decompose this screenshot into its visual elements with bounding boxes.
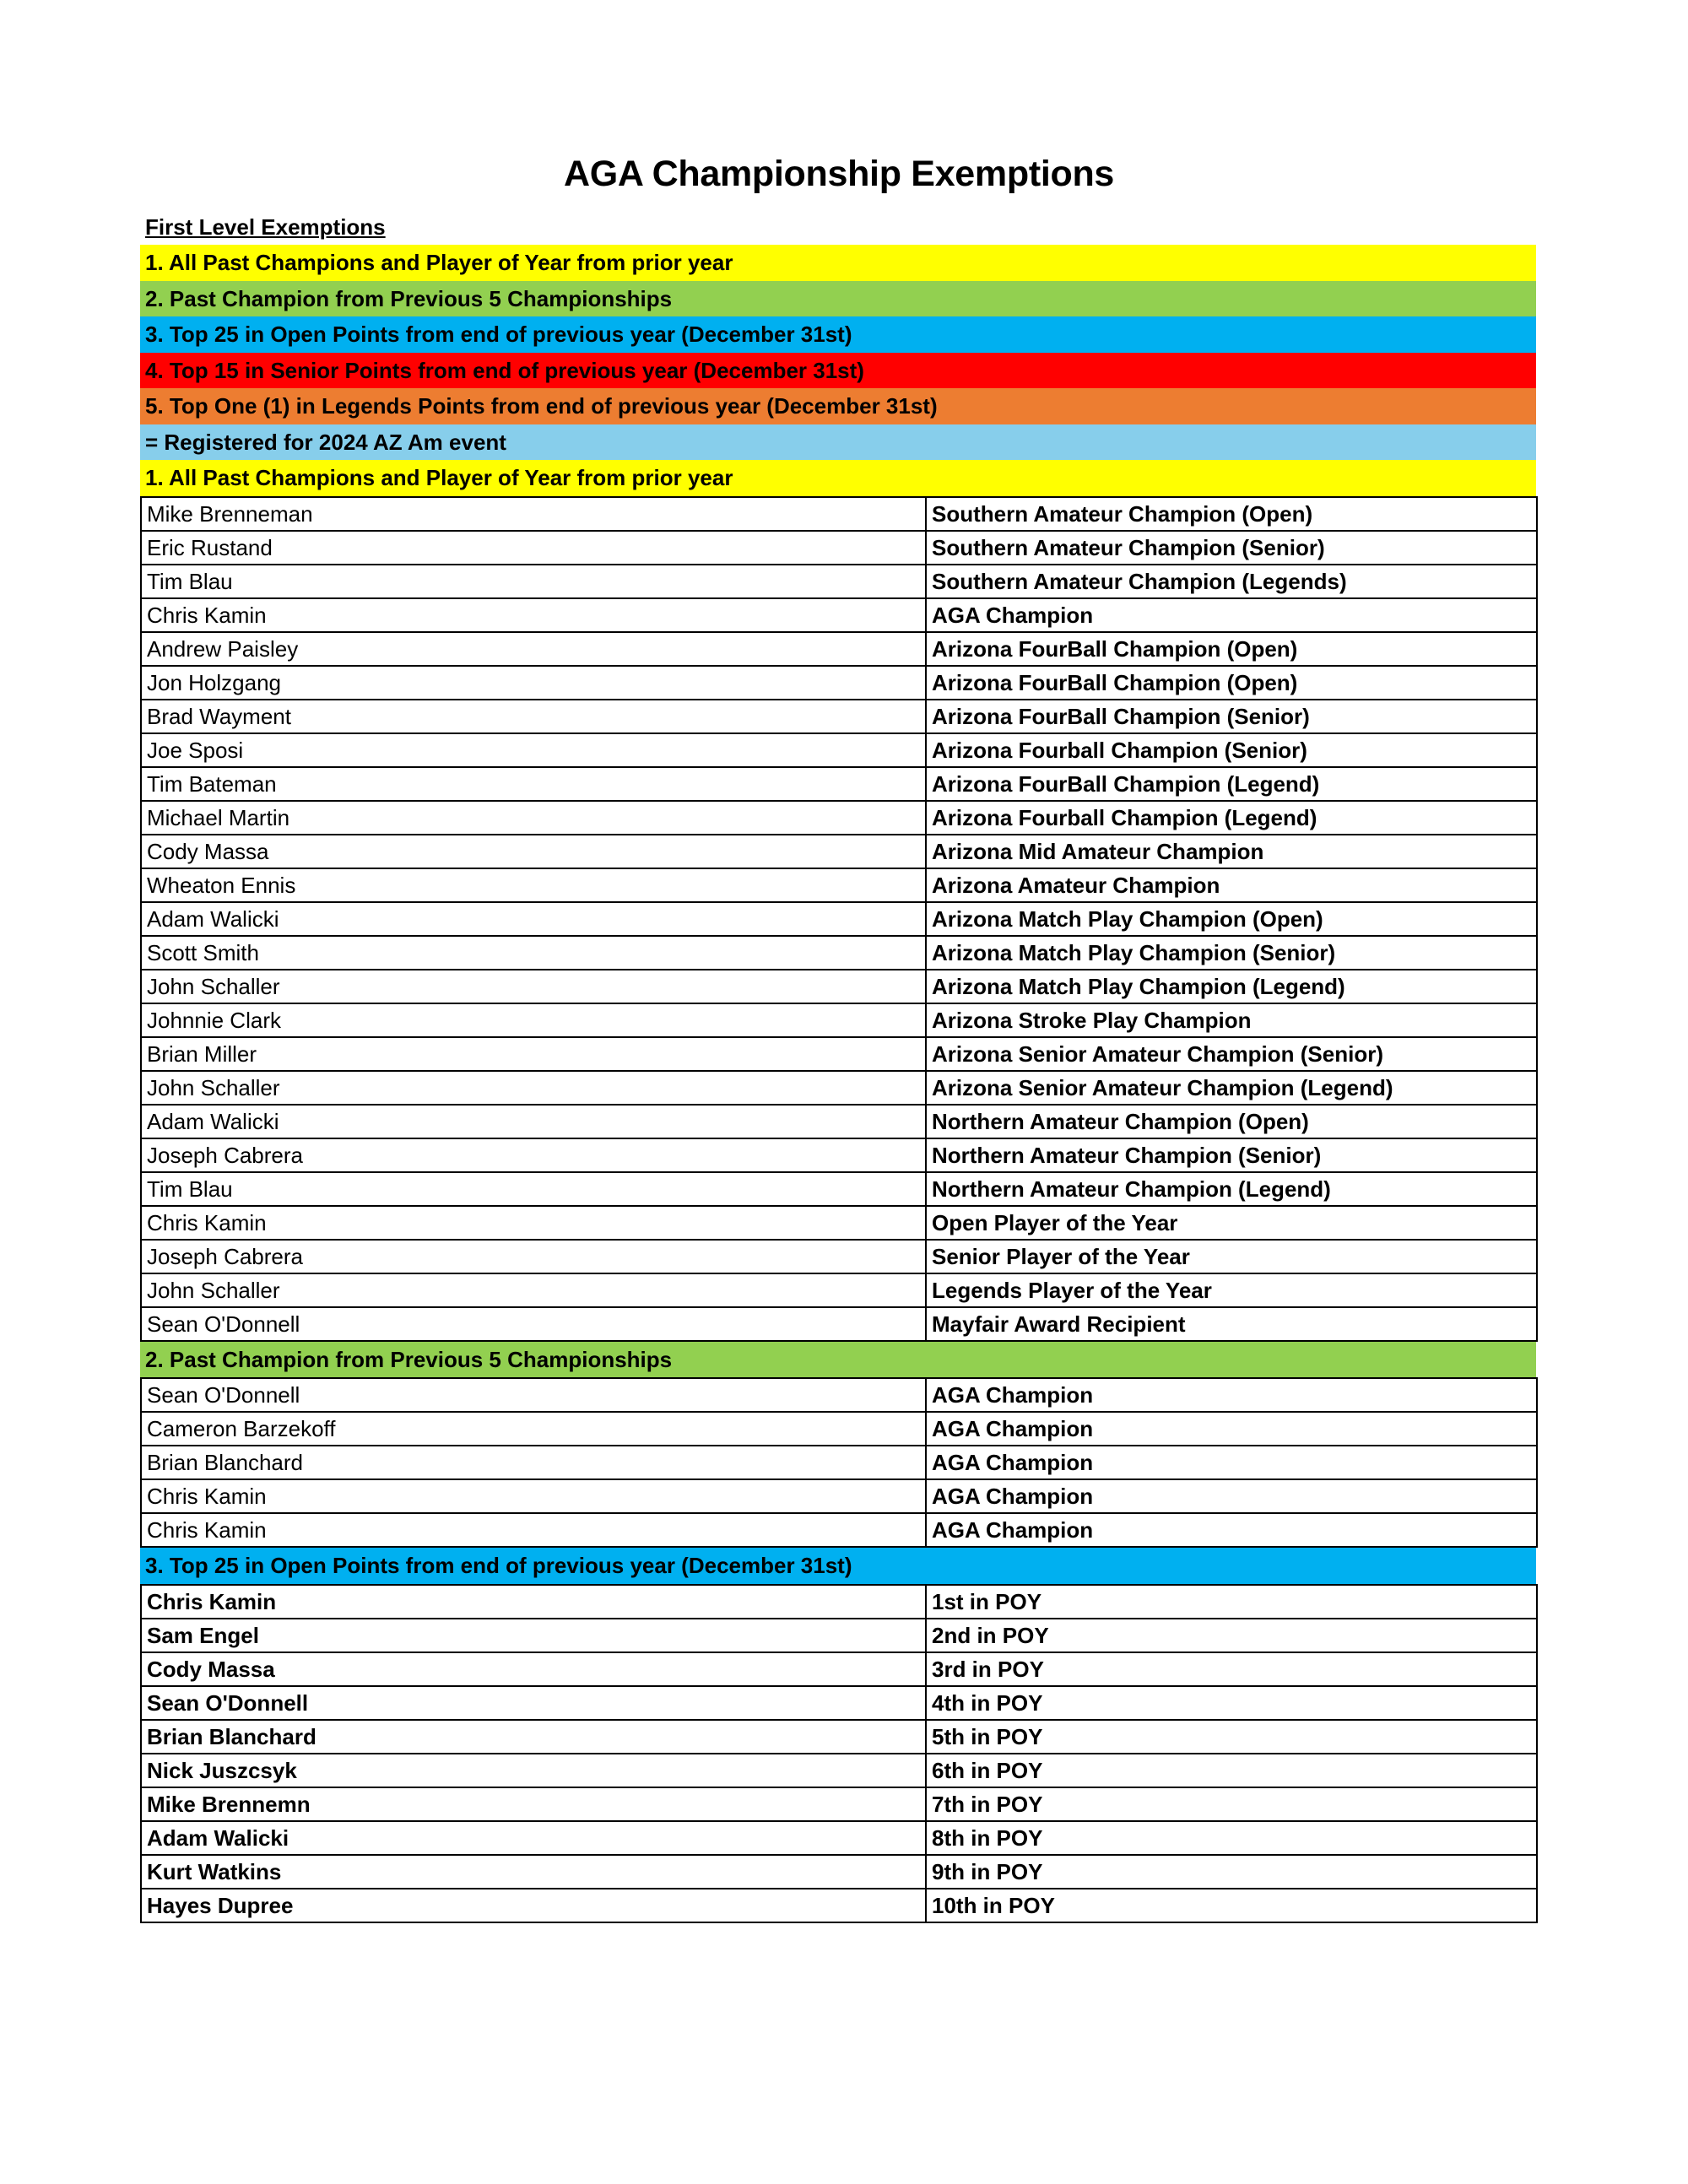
exemption-cell: Arizona Amateur Champion — [926, 868, 1537, 902]
table-row — [141, 565, 1537, 598]
player-name-cell: Jon Holzgang — [141, 666, 926, 700]
exemption-cell: Arizona Match Play Champion (Open) — [926, 902, 1537, 936]
player-name-cell: Nick Juszcsyk — [141, 1754, 926, 1787]
table-row — [141, 767, 1537, 801]
player-name-cell: Cody Massa — [141, 835, 926, 868]
player-name-cell: Joe Sposi — [141, 733, 926, 767]
player-name-cell: Wheaton Ennis — [141, 868, 926, 902]
table-row — [141, 1037, 1537, 1071]
player-name-cell: Mike Brennemn — [141, 1787, 926, 1821]
legend-row: = Registered for 2024 AZ Am event — [140, 424, 1536, 461]
player-name-cell: Brian Blanchard — [141, 1446, 926, 1479]
table-row — [141, 666, 1537, 700]
table-row — [141, 902, 1537, 936]
player-name-cell: Andrew Paisley — [141, 632, 926, 666]
legend-row: 2. Past Champion from Previous 5 Championships — [140, 281, 1536, 317]
section-header: 2. Past Champion from Previous 5 Championships — [140, 1342, 1536, 1378]
section-table — [140, 1584, 1538, 1923]
exemption-cell: Mayfair Award Recipient — [926, 1307, 1537, 1341]
table-row — [141, 531, 1537, 565]
legend-row: 4. Top 15 in Senior Points from end of previous year (December 31st) — [140, 353, 1536, 389]
legend — [140, 245, 1536, 460]
exemption-cell: Arizona FourBall Champion (Legend) — [926, 767, 1537, 801]
exemption-cell: Arizona Match Play Champion (Senior) — [926, 936, 1537, 970]
table-row — [141, 1686, 1537, 1720]
table-row — [141, 1855, 1537, 1889]
exemption-cell: AGA Champion — [926, 1378, 1537, 1412]
exemption-cell: Arizona Senior Amateur Champion (Legend) — [926, 1071, 1537, 1105]
player-name-cell: Brian Miller — [141, 1037, 926, 1071]
table-row — [141, 1619, 1537, 1652]
exemption-cell: Legends Player of the Year — [926, 1273, 1537, 1307]
exemption-cell: 10th in POY — [926, 1889, 1537, 1922]
exemption-cell: Arizona FourBall Champion (Senior) — [926, 700, 1537, 733]
player-name-cell: Tim Blau — [141, 1172, 926, 1206]
player-name-cell: Adam Walicki — [141, 1821, 926, 1855]
exemption-cell: Arizona FourBall Champion (Open) — [926, 666, 1537, 700]
table-row — [141, 1378, 1537, 1412]
exemption-cell: 9th in POY — [926, 1855, 1537, 1889]
table-row — [141, 1172, 1537, 1206]
player-name-cell: Chris Kamin — [141, 1513, 926, 1547]
exemption-cell: Arizona Senior Amateur Champion (Senior) — [926, 1037, 1537, 1071]
exemption-cell: Arizona Fourball Champion (Legend) — [926, 801, 1537, 835]
table-row — [141, 733, 1537, 767]
player-name-cell: Sam Engel — [141, 1619, 926, 1652]
first-level-exemptions-heading: First Level Exemptions — [145, 214, 386, 240]
sections — [140, 460, 1536, 1923]
player-name-cell: Mike Brenneman — [141, 497, 926, 531]
table-row — [141, 1787, 1537, 1821]
exemption-cell: Arizona Match Play Champion (Legend) — [926, 970, 1537, 1003]
page-title: AGA Championship Exemptions — [563, 154, 1115, 194]
table-row — [141, 1138, 1537, 1172]
exemption-cell: Arizona Mid Amateur Champion — [926, 835, 1537, 868]
table-row — [141, 1071, 1537, 1105]
table-row — [141, 497, 1537, 531]
player-name-cell: Eric Rustand — [141, 531, 926, 565]
exemption-cell: Southern Amateur Champion (Senior) — [926, 531, 1537, 565]
table-row — [141, 1479, 1537, 1513]
exemption-cell: AGA Champion — [926, 1446, 1537, 1479]
player-name-cell: Joseph Cabrera — [141, 1138, 926, 1172]
table-row — [141, 1652, 1537, 1686]
exemption-cell: AGA Champion — [926, 598, 1537, 632]
table-row — [141, 1206, 1537, 1240]
section-header: 3. Top 25 in Open Points from end of previous year (December 31st) — [140, 1548, 1536, 1584]
section-table — [140, 496, 1538, 1342]
table-row — [141, 1412, 1537, 1446]
player-name-cell: Kurt Watkins — [141, 1855, 926, 1889]
player-name-cell: Sean O'Donnell — [141, 1307, 926, 1341]
exemption-cell: 2nd in POY — [926, 1619, 1537, 1652]
table-row — [141, 1003, 1537, 1037]
exemption-cell: 3rd in POY — [926, 1652, 1537, 1686]
table-row — [141, 1720, 1537, 1754]
table-row — [141, 598, 1537, 632]
table-row — [141, 632, 1537, 666]
exemption-cell: Arizona Fourball Champion (Senior) — [926, 733, 1537, 767]
exemption-cell: AGA Champion — [926, 1513, 1537, 1547]
table-row — [141, 1513, 1537, 1547]
table-row — [141, 1889, 1537, 1922]
player-name-cell: Brad Wayment — [141, 700, 926, 733]
table-row — [141, 801, 1537, 835]
table-row — [141, 1821, 1537, 1855]
player-name-cell: Tim Bateman — [141, 767, 926, 801]
table-row — [141, 1240, 1537, 1273]
exemption-cell: 5th in POY — [926, 1720, 1537, 1754]
table-row — [141, 700, 1537, 733]
exemption-cell: 8th in POY — [926, 1821, 1537, 1855]
table-row — [141, 1754, 1537, 1787]
exemption-cell: 1st in POY — [926, 1585, 1537, 1619]
exemption-cell: Arizona Stroke Play Champion — [926, 1003, 1537, 1037]
table-row — [141, 1307, 1537, 1341]
table-row — [141, 1585, 1537, 1619]
player-name-cell: Chris Kamin — [141, 1479, 926, 1513]
table-row — [141, 835, 1537, 868]
player-name-cell: Adam Walicki — [141, 1105, 926, 1138]
section-table — [140, 1377, 1538, 1548]
exemption-cell: 4th in POY — [926, 1686, 1537, 1720]
table-row — [141, 1105, 1537, 1138]
exemption-cell: 6th in POY — [926, 1754, 1537, 1787]
table-row — [141, 970, 1537, 1003]
player-name-cell: Chris Kamin — [141, 1206, 926, 1240]
exemption-cell: Senior Player of the Year — [926, 1240, 1537, 1273]
exemption-cell: AGA Champion — [926, 1479, 1537, 1513]
exemption-cell: Southern Amateur Champion (Legends) — [926, 565, 1537, 598]
player-name-cell: Adam Walicki — [141, 902, 926, 936]
player-name-cell: John Schaller — [141, 970, 926, 1003]
exemption-cell: Northern Amateur Champion (Senior) — [926, 1138, 1537, 1172]
exemption-cell: AGA Champion — [926, 1412, 1537, 1446]
player-name-cell: Chris Kamin — [141, 598, 926, 632]
table-row — [141, 868, 1537, 902]
legend-row: 3. Top 25 in Open Points from end of previous year (December 31st) — [140, 316, 1536, 353]
exemption-cell: Southern Amateur Champion (Open) — [926, 497, 1537, 531]
table-row — [141, 936, 1537, 970]
exemption-cell: Arizona FourBall Champion (Open) — [926, 632, 1537, 666]
player-name-cell: Hayes Dupree — [141, 1889, 926, 1922]
player-name-cell: Johnnie Clark — [141, 1003, 926, 1037]
section-header: 1. All Past Champions and Player of Year from prior year — [140, 460, 1536, 496]
player-name-cell: Sean O'Donnell — [141, 1378, 926, 1412]
player-name-cell: Tim Blau — [141, 565, 926, 598]
player-name-cell: Scott Smith — [141, 936, 926, 970]
player-name-cell: Joseph Cabrera — [141, 1240, 926, 1273]
player-name-cell: Cody Massa — [141, 1652, 926, 1686]
player-name-cell: John Schaller — [141, 1273, 926, 1307]
exemption-cell: Northern Amateur Champion (Legend) — [926, 1172, 1537, 1206]
player-name-cell: Brian Blanchard — [141, 1720, 926, 1754]
exemptions-sheet — [140, 245, 1536, 1923]
player-name-cell: Sean O'Donnell — [141, 1686, 926, 1720]
exemption-cell: Northern Amateur Champion (Open) — [926, 1105, 1537, 1138]
player-name-cell: John Schaller — [141, 1071, 926, 1105]
exemption-cell: 7th in POY — [926, 1787, 1537, 1821]
table-row — [141, 1273, 1537, 1307]
player-name-cell: Chris Kamin — [141, 1585, 926, 1619]
player-name-cell: Michael Martin — [141, 801, 926, 835]
legend-row: 5. Top One (1) in Legends Points from end of previous year (December 31st) — [140, 388, 1536, 424]
legend-row: 1. All Past Champions and Player of Year from prior year — [140, 245, 1536, 281]
table-row — [141, 1446, 1537, 1479]
exemption-cell: Open Player of the Year — [926, 1206, 1537, 1240]
player-name-cell: Cameron Barzekoff — [141, 1412, 926, 1446]
